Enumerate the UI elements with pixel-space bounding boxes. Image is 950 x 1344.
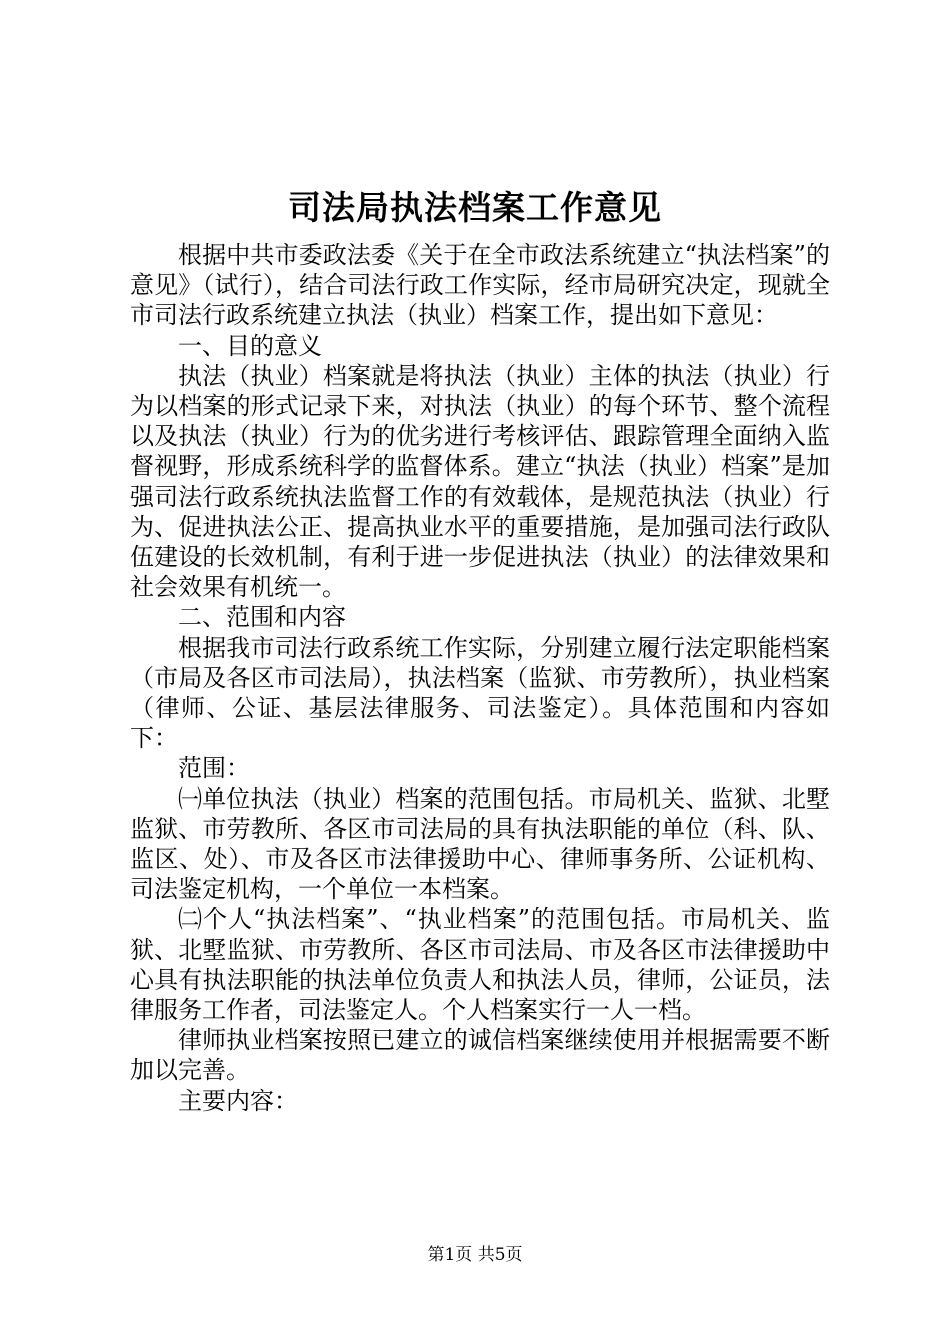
paragraph-purpose: 执法（执业）档案就是将执法（执业）主体的执法（执业）行为以档案的形式记录下来，对执法（执业）的每个环节、整个流程以及执法（执业）行为的优劣进行考核评估、跟踪管理全面纳入监督视野，形成系统科学的监督体系。建立“执法（执业）档案”是加强司法行政系统执法监督工作的有效载体，是规范执法（执业）行为、促进执法公正、提高执业水平的重要措施，是加强司法行政队伍建设的长效机制，有利于进一步促进执法（执业）的法律效果和社会效果有机统一。 — [130, 361, 830, 602]
document-title: 司法局执法档案工作意见 — [288, 188, 662, 227]
page-footer: 第1页 共5页 — [427, 1245, 523, 1265]
paragraph-unit-archive-scope: ㈠单位执法（执业）档案的范围包括。市局机关、监狱、北墅监狱、市劳教所、各区市司法局的具有执法职能的单位（科、队、监区、处）、市及各区市法律援助中心、律师事务所、公证机构、司法鉴定机构，一个单位一本档案。 — [130, 784, 830, 904]
subheading-scope: 范围： — [178, 754, 250, 783]
paragraph-scope-overview: 根据我市司法行政系统工作实际，分别建立履行法定职能档案（市局及各区市司法局），执法档案（监狱、市劳教所），执业档案（律师、公证、基层法律服务、司法鉴定）。具体范围和内容如下： — [130, 633, 830, 753]
section-heading-purpose: 一、目的意义 — [178, 331, 322, 360]
document-body — [130, 240, 830, 1116]
subheading-main-content: 主要内容： — [178, 1086, 298, 1115]
paragraph-personal-archive-scope: ㈡个人“执法档案”、“执业档案”的范围包括。市局机关、监狱、北墅监狱、市劳教所、各区市司法局、市及各区市法律援助中心具有执法职能的执法单位负责人和执法人员，律师，公证员，法律服务工作者，司法鉴定人。个人档案实行一人一档。 — [130, 905, 830, 1025]
paragraph-intro: 根据中共市委政法委《关于在全市政法系统建立“执法档案”的意见》（试行），结合司法行政工作实际，经市局研究决定，现就全市司法行政系统建立执法（执业）档案工作，提出如下意见： — [130, 241, 830, 330]
paragraph-lawyer-archive: 律师执业档案按照已建立的诚信档案继续使用并根据需要不断加以完善。 — [130, 1026, 830, 1085]
section-heading-scope: 二、范围和内容 — [178, 603, 346, 632]
